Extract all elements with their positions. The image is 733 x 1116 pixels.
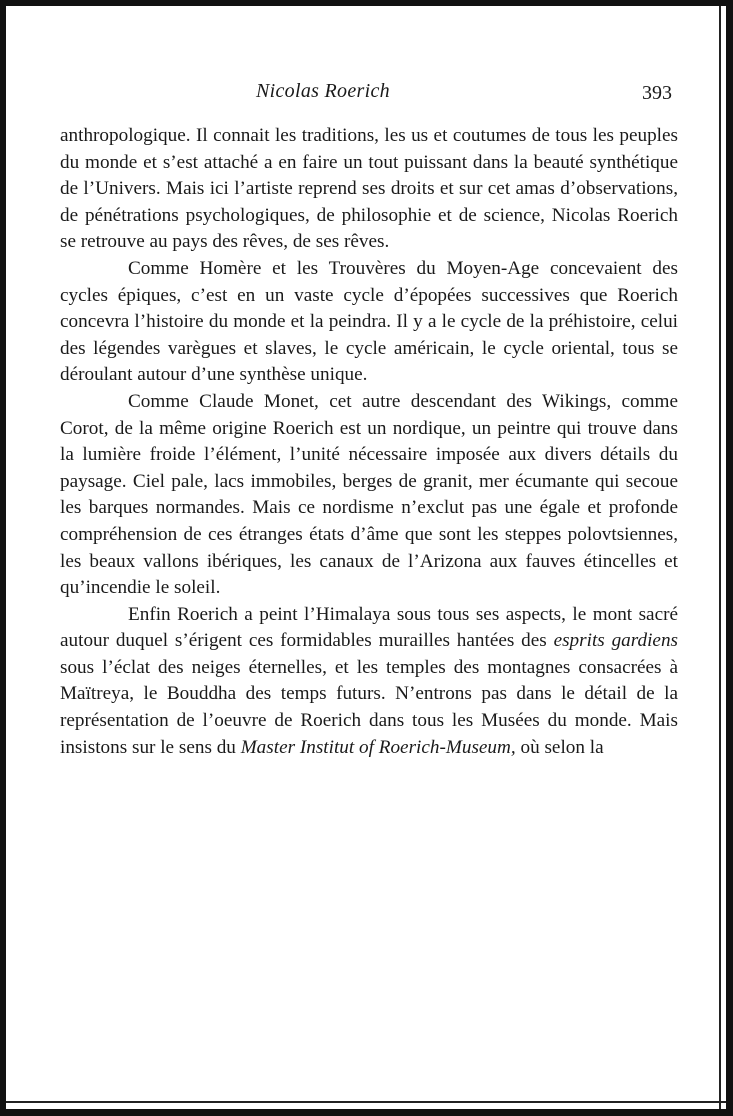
paragraph-4-part-3: où selon la [520,736,604,758]
paragraph-4-part-1: Enfin Roerich a peint l’Himalaya sous tous ses aspects, le mont sacré autour duquel s’érigent ces formidables murailles hantées des [60,603,678,652]
paragraph-1: anthropologique. Il connait les traditions, les us et coutumes de tous les peuples du monde et s’est attaché a en faire un tout puissant dans la beauté synthétique de l’Univers. Mais ici l’artiste reprend ses droits et sur cet amas d’observations, de pénétrations psychologiques, de philosophie et de science, Nicolas Roerich se retrouve au pays des rêves, de ses rêves. [60,125,678,253]
running-head: Nicolas Roerich [256,80,390,102]
border-line-bottom [6,1101,726,1103]
italic-phrase-institute: Master Institut of Roerich-Museum, [240,736,516,758]
paragraph-2: Comme Homère et les Trouvères du Moyen-Age concevaient des cycles épiques, c’est en un vaste cycle d’épopées successives que Roerich concevra l’histoire du monde et la peindra. Il y a le cycle de la préhistoire, celui des légendes varègues et slaves, le cycle américain, le cycle oriental, tous se déroulant autour d’une synthèse unique. [60,257,678,386]
page-number: 393 [642,82,672,104]
body-text [60,123,678,761]
paragraph-3: Comme Claude Monet, cet autre descendant des Wikings, comme Corot, de la même origine Roerich est un nordique, un peintre qui trouve dans la lumière froide l’élément, l’unité nécessaire imposée aux divers détails du paysage. Ciel pale, lacs immobiles, berges de granit, mer écumante qui secoue les barques normandes. Mais ce nordisme n’exclut pas une égale et profonde compréhension de ces étranges états d’âme que sont les steppes polovtsiennes, les beaux vallons ibériques, les canaux de l’Arizona aux fauves étincelles et qu’incendie le soleil. [60,390,678,599]
paragraph-4-part-2: sous l’éclat des neiges éternelles, et les temples des montagnes consacrées à Maïtreya, le Bouddha des temps futurs. N’entrons pas dans le détail de la représentation de l’oeuvre de Roerich dans tous les Musées du monde. Mais insistons sur le sens du [60,656,678,758]
paragraph-4 [60,602,678,762]
page-header [60,80,672,110]
border-line-right [719,6,721,1109]
italic-phrase-esprits: esprits gardiens [553,630,679,652]
